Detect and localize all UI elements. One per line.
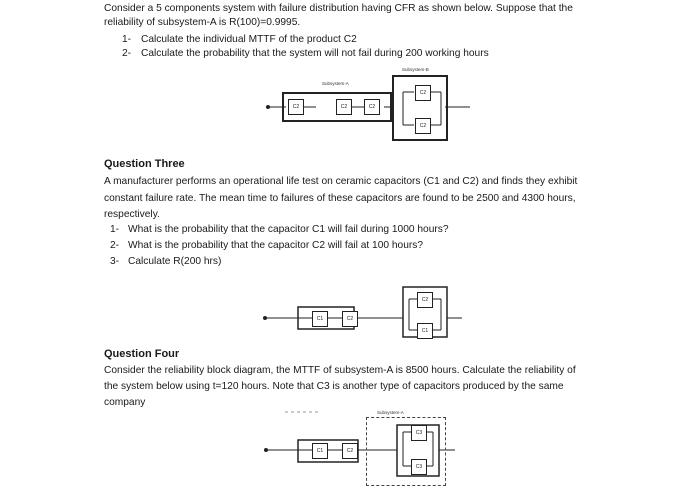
- q3-item3-text: Calculate R(200 hrs): [128, 256, 222, 267]
- q4-para-line2: the system below using t=120 hours. Note that C3 is another type of capacitors produced by the same: [104, 381, 564, 392]
- q2-item1-text: Calculate the individual MTTF of the product C2: [141, 34, 357, 45]
- q4-c2-box: C2: [342, 443, 358, 459]
- q3-heading: Question Three: [104, 158, 185, 170]
- q2-subsystem-a-label: Subsystem-A: [322, 81, 349, 86]
- q3-c2-parallel-box: C2: [417, 292, 433, 308]
- q4-subsystem-a-label: Subsystem-A: [377, 410, 404, 415]
- q2-subsystem-b-label: Subsystem-B: [402, 67, 429, 72]
- q4-para-line1: Consider the reliability block diagram, the MTTF of subsystem-A is 8500 hours. Calculate the reliability of: [104, 365, 576, 376]
- q3-item2-text: What is the probability that the capacitor C2 will fail at 100 hours?: [128, 240, 424, 251]
- q3-para-line3: respectively.: [104, 209, 160, 220]
- q2-item2-text: Calculate the probability that the system will not fail during 200 working hours: [141, 48, 489, 59]
- q2-c2-box-3: C2: [364, 99, 380, 115]
- q3-item3-number: 3-: [110, 256, 120, 267]
- q2-item1-number: 1-: [122, 34, 132, 45]
- q3-item1-text: What is the probability that the capacitor C1 will fail during 1000 hours?: [128, 224, 449, 235]
- q3-c2-box: C2: [342, 311, 358, 327]
- q4-heading: Question Four: [104, 348, 180, 360]
- q3-item1-number: 1-: [110, 224, 120, 235]
- q4-c3-box-bottom: C3: [411, 459, 427, 475]
- q3-para-line1: A manufacturer performs an operational life test on ceramic capacitors (C1 and C2) and finds they exhibit: [104, 176, 578, 187]
- q2-item2-number: 2-: [122, 48, 132, 59]
- q4-subsystem-a-dashed-frame: [366, 417, 446, 486]
- q2-c2-box-4: C2: [415, 85, 431, 101]
- q2-c2-box-5: C2: [415, 118, 431, 134]
- q2-intro-line1: Consider a 5 components system with failure distribution having CFR as shown below. Suppose that the: [104, 3, 573, 14]
- q3-item2-number: 2-: [110, 240, 120, 251]
- q3-c1-parallel-box: C1: [417, 323, 433, 339]
- q3-para-line2: constant failure rate. The mean time to failures of these capacitors are found to be 2500 and 4300 hours,: [104, 193, 576, 204]
- q3-c1-box: C1: [312, 311, 328, 327]
- q4-c3-box-top: C3: [411, 425, 427, 441]
- q2-c2-box-1: C2: [288, 99, 304, 115]
- q4-c1-box: C1: [312, 443, 328, 459]
- q4-para-line3: company: [104, 397, 146, 408]
- q2-intro-line2: reliability of subsystem-A is R(100)=0.9995.: [104, 17, 301, 28]
- q2-c2-box-2: C2: [336, 99, 352, 115]
